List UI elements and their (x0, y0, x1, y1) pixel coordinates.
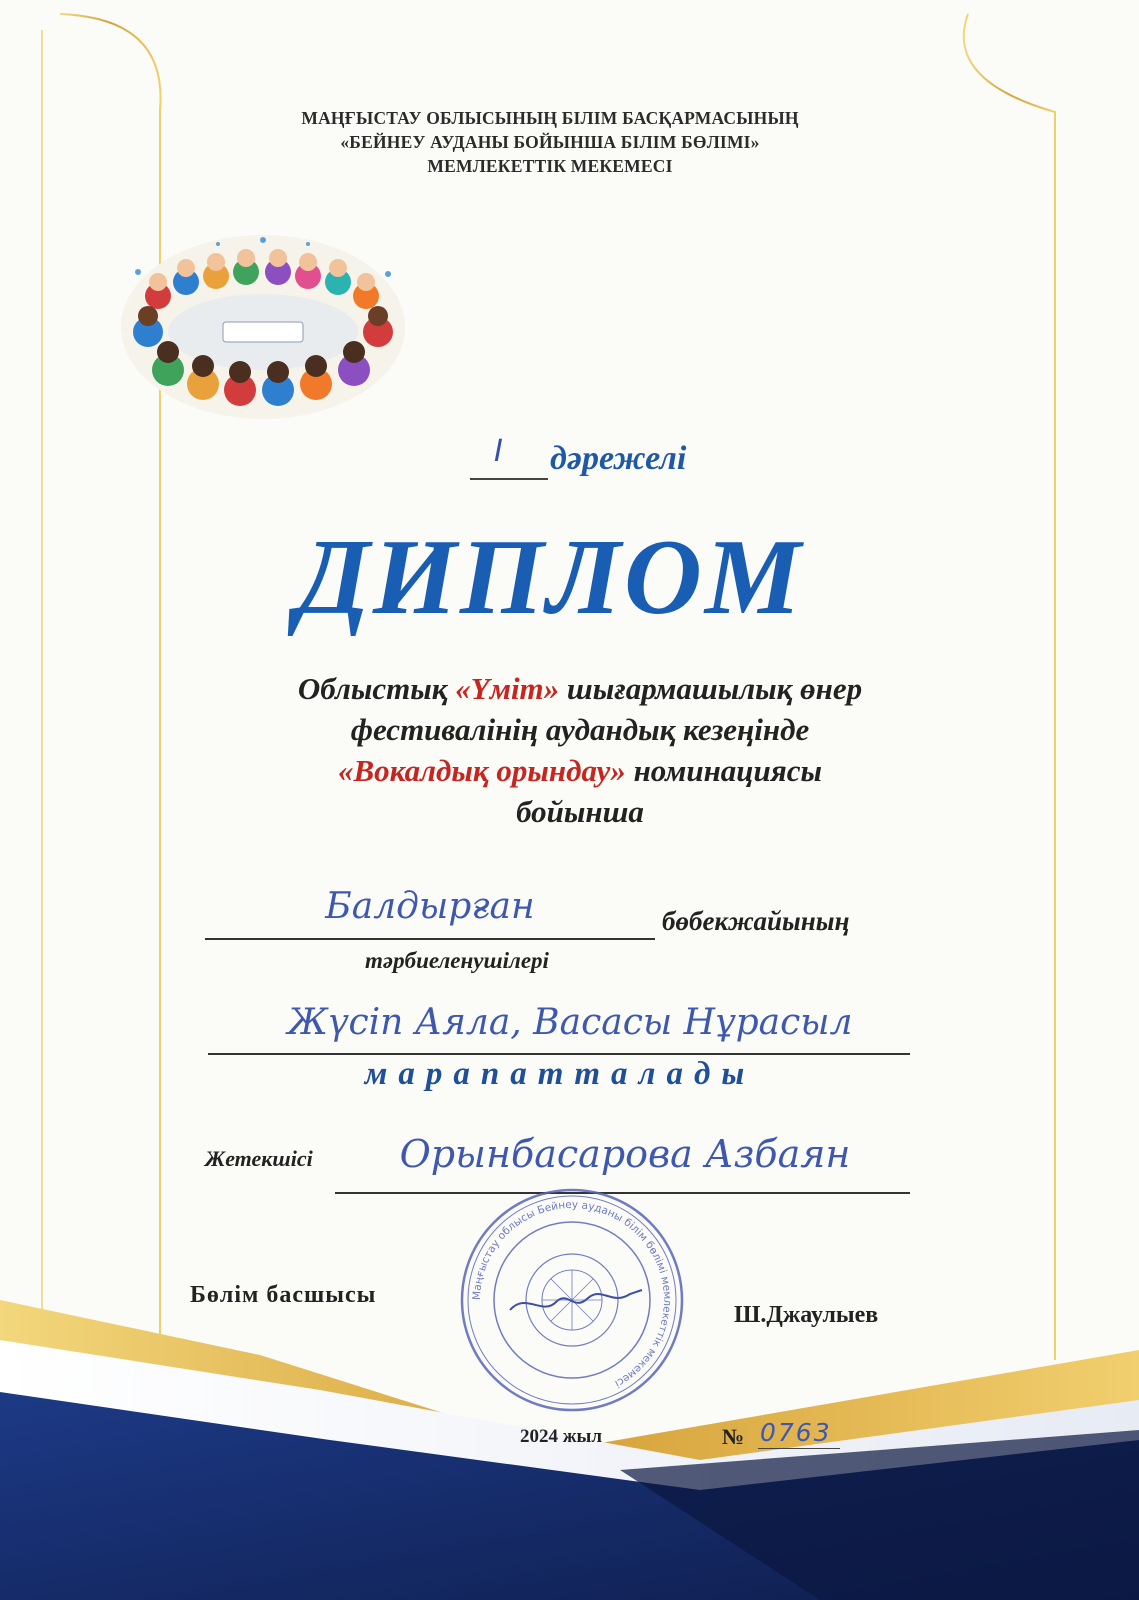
children-circle-illustration (118, 232, 408, 422)
frame-left-curve (60, 14, 161, 1360)
award-description (220, 668, 940, 832)
stamp-ring-text: Маңғыстау облысы Бейнеу ауданы білім бөлімі мемлекеттік мекемесі (470, 1198, 674, 1390)
issue-year: 2024 жыл (520, 1426, 603, 1447)
organization-header (200, 106, 900, 178)
number-symbol: № (722, 1424, 745, 1449)
degree-underline (470, 478, 548, 480)
kindergarten-underline (205, 938, 655, 940)
supervisor-name: Орынбасарова Азбаян (399, 1132, 851, 1176)
description-line-4: бойынша (516, 794, 644, 829)
description-line-3-end: номинациясы (625, 753, 822, 788)
description-line-1 (220, 668, 940, 709)
description-line-2: фестивалінің аудандық кезеңінде (350, 712, 810, 747)
description-line-1-end: шығармашылық өнер (559, 671, 863, 706)
description-line-3 (220, 750, 940, 791)
diploma-number (722, 1418, 862, 1452)
pupils-label: тәрбиеленушілері (365, 948, 549, 973)
official-stamp (456, 1184, 688, 1416)
festival-name: «Үміт» (455, 671, 560, 706)
degree-value: I (494, 434, 503, 469)
awarded-text: марапатталады (364, 1056, 756, 1092)
department-head-name: Ш.Джаулыев (734, 1302, 879, 1328)
supervisor-label: Жетекшісі (205, 1146, 313, 1171)
frame-right-curve (964, 14, 1055, 1360)
kindergarten-suffix: бөбекжайының (662, 906, 850, 936)
diploma-title: ДИПЛОМ (296, 518, 804, 637)
number-underline (758, 1448, 840, 1449)
description-line-1-start: Облыстық (297, 671, 456, 706)
kindergarten-name: Балдырған (325, 886, 535, 927)
degree-word: дәрежелі (550, 440, 687, 477)
number-value: 0763 (760, 1418, 832, 1447)
recipient-names: Жүсіп Аяла, Васасы Нұрасыл (287, 1002, 853, 1043)
organization-line-3: МЕМЛЕКЕТТІК МЕКЕМЕСІ (427, 156, 673, 176)
recipient-names-underline (208, 1053, 910, 1055)
degree-line (470, 436, 760, 488)
department-head-label: Бөлім басшысы (190, 1282, 377, 1308)
organization-line-2: «БЕЙНЕУ АУДАНЫ БОЙЫНША БІЛІМ БӨЛІМІ» (340, 132, 760, 152)
nomination-name: «Вокалдық орындау» (337, 753, 626, 788)
organization-line-1: МАҢҒЫСТАУ ОБЛЫСЫНЫҢ БІЛІМ БАСҚАРМАСЫНЫҢ (301, 108, 799, 128)
